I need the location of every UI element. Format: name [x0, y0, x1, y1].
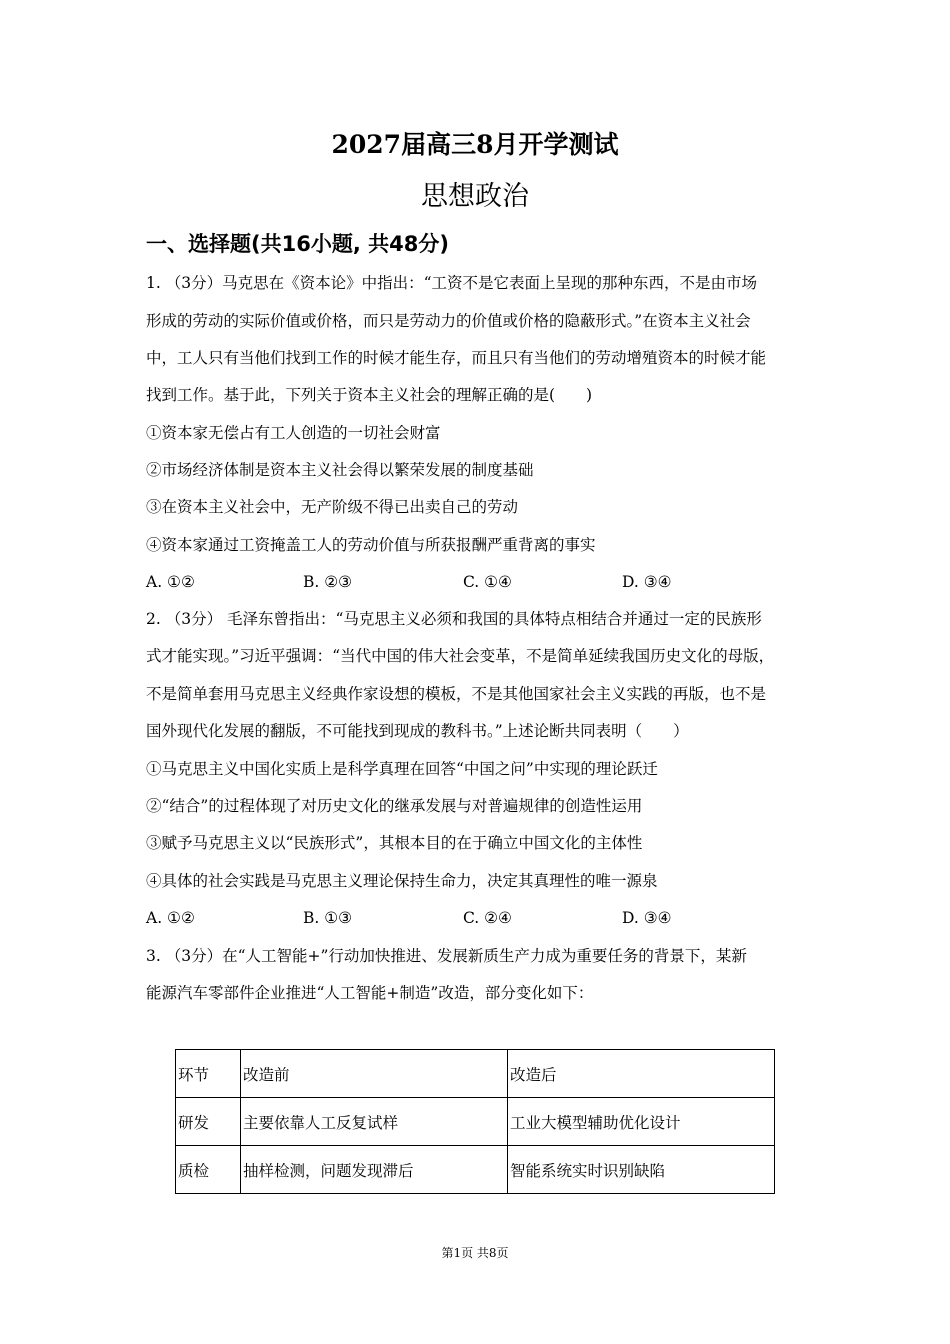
q2-option-a: A. ①②: [146, 909, 195, 927]
q2-item: ④具体的社会实践是马克思主义理论保持生命力，决定其真理性的唯一源泉: [146, 872, 658, 890]
table-row: [176, 1098, 775, 1146]
section-heading: 一、选择题(共16小题, 共48分): [146, 232, 449, 256]
q1-option-c: C. ①④: [463, 573, 512, 591]
table-cell: 研发: [176, 1098, 241, 1146]
q1-option-d: D. ③④: [622, 573, 672, 591]
q2-option-d: D. ③④: [622, 909, 672, 927]
q2-item: ①马克思主义中国化实质上是科学真理在回答“中国之问”中实现的理论跃迁: [146, 760, 658, 778]
q3-stem-line: 能源汽车零部件企业推进“人工智能+制造”改造，部分变化如下：: [146, 984, 594, 1002]
q2-stem-line: 式才能实现。”习近平强调：“当代中国的伟大社会变革，不是简单延续我国历史文化的母版，: [146, 647, 775, 665]
q1-option-b: B. ②③: [303, 573, 353, 591]
table-cell: 智能系统实时识别缺陷: [508, 1146, 775, 1194]
table-header-row: [176, 1050, 775, 1098]
q1-stem-line: 找到工作。基于此，下列关于资本主义社会的理解正确的是( ): [146, 386, 593, 404]
q1-item: ④资本家通过工资掩盖工人的劳动价值与所获报酬严重背离的事实: [146, 536, 596, 554]
table-cell: 主要依靠人工反复试样: [241, 1098, 508, 1146]
table-cell: 工业大模型辅助优化设计: [508, 1098, 775, 1146]
q1-item: ①资本家无偿占有工人创造的一切社会财富: [146, 424, 441, 442]
table-header-cell: 环节: [176, 1050, 241, 1098]
q1-item: ②市场经济体制是资本主义社会得以繁荣发展的制度基础: [146, 461, 534, 479]
table-cell: 质检: [176, 1146, 241, 1194]
q1-stem-line: 中，工人只有当他们找到工作的时候才能生存，而且只有当他们的劳动增殖资本的时候才能: [146, 349, 767, 367]
q2-stem-line: 不是简单套用马克思主义经典作家设想的模板，不是其他国家社会主义实践的再版，也不是: [146, 685, 767, 703]
page-footer: 第1页 共8页: [441, 1246, 509, 1260]
subject-title: 思想政治: [421, 181, 529, 212]
q2-option-c: C. ②④: [463, 909, 512, 927]
q2-item: ②“结合”的过程体现了对历史文化的继承发展与对普遍规律的创造性运用: [146, 797, 643, 815]
q1-item: ③在资本主义社会中，无产阶级不得已出卖自己的劳动: [146, 498, 519, 516]
exam-title: 2027届高三8月开学测试: [331, 130, 619, 159]
q1-option-a: A. ①②: [146, 573, 195, 591]
table-header-cell: 改造前: [241, 1050, 508, 1098]
q2-option-b: B. ①③: [303, 909, 353, 927]
table-cell: 抽样检测，问题发现滞后: [241, 1146, 508, 1194]
q3-stem-line: 3. （3分）在“人工智能+”行动加快推进、发展新质生产力成为重要任务的背景下，某新: [146, 947, 747, 965]
q1-stem-line: 1. （3分）马克思在《资本论》中指出：“工资不是它表面上呈现的那种东西，不是由市场: [146, 274, 758, 292]
q2-stem-line: 国外现代化发展的翻版，不可能找到现成的教科书。”上述论断共同表明（ ）: [146, 722, 689, 740]
q1-stem-line: 形成的劳动的实际价值或价格，而只是劳动力的价值或价格的隐蔽形式。”在资本主义社会: [146, 312, 751, 330]
q3-table: [175, 1049, 775, 1194]
q2-stem-line: 2. （3分） 毛泽东曾指出：“马克思主义必须和我国的具体特点相结合并通过一定的民族形: [146, 610, 762, 628]
table-row: [176, 1146, 775, 1194]
q2-item: ③赋予马克思主义以“民族形式”，其根本目的在于确立中国文化的主体性: [146, 834, 643, 852]
table-header-cell: 改造后: [508, 1050, 775, 1098]
